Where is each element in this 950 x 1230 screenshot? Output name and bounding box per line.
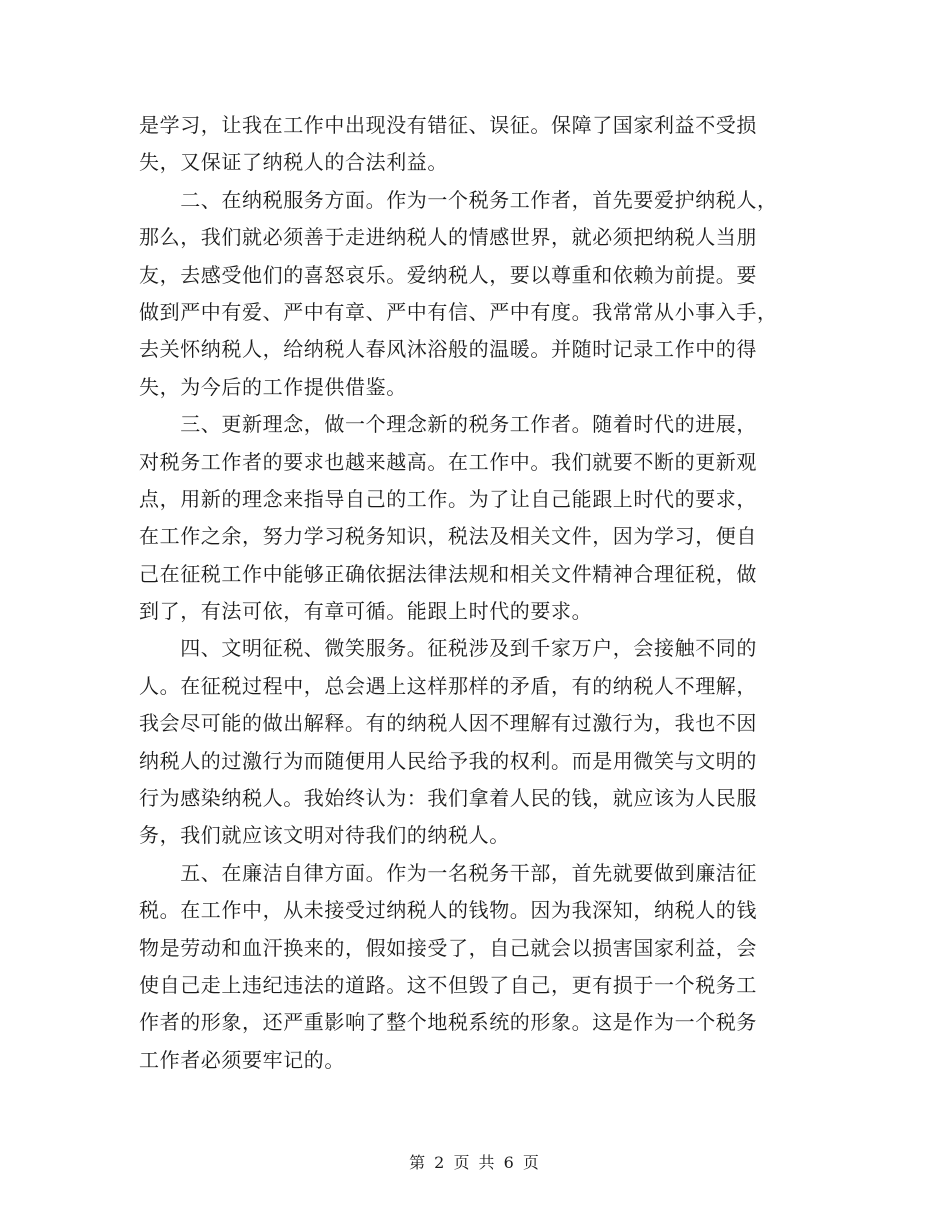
text-line: 失，为今后的工作提供借鉴。 bbox=[139, 374, 407, 399]
text-line: 在工作之余，努力学习税务知识，税法及相关文件，因为学习，便自 bbox=[139, 524, 757, 549]
text-line: 物是劳动和血汗换来的，假如接受了，自己就会以损害国家利益，会 bbox=[139, 935, 757, 960]
text-line: 使自己走上违纪违法的道路。这不但毁了自己，更有损于一个税务工 bbox=[139, 972, 757, 997]
text-line: 友，去感受他们的喜怒哀乐。爱纳税人，要以尊重和依赖为前提。要 bbox=[139, 262, 757, 287]
text-line: 对税务工作者的要求也越来越高。在工作中。我们就要不断的更新观 bbox=[139, 449, 757, 474]
text-line: 到了，有法可依，有章可循。能跟上时代的要求。 bbox=[139, 599, 593, 624]
page-number-footer: 第 2 页 共 6 页 bbox=[409, 1153, 541, 1172]
text-line: 行为感染纳税人。我始终认为：我们拿着人民的钱，就应该为人民服 bbox=[139, 786, 757, 811]
text-line: 税。在工作中，从未接受过纳税人的钱物。因为我深知，纳税人的钱 bbox=[139, 898, 757, 923]
text-line: 务，我们就应该文明对待我们的纳税人。 bbox=[139, 823, 510, 848]
text-line: 点，用新的理念来指导自己的工作。为了让自己能跟上时代的要求， bbox=[139, 486, 757, 511]
text-line: 纳税人的过激行为而随便用人民给予我的权利。而是用微笑与文明的 bbox=[139, 748, 757, 773]
text-line: 去关怀纳税人，给纳税人春风沐浴般的温暖。并随时记录工作中的得 bbox=[139, 337, 757, 362]
text-line: 作者的形象，还严重影响了整个地税系统的形象。这是作为一个税务 bbox=[139, 1010, 757, 1035]
document-body bbox=[139, 107, 819, 1079]
text-line: 四、文明征税、微笑服务。征税涉及到千家万户，会接触不同的 bbox=[139, 636, 757, 661]
text-line: 三、更新理念，做一个理念新的税务工作者。随着时代的进展， bbox=[139, 412, 757, 437]
text-line: 我会尽可能的做出解释。有的纳税人因不理解有过激行为，我也不因 bbox=[139, 711, 757, 736]
text-line: 二、在纳税服务方面。作为一个税务工作者，首先要爱护纳税人， bbox=[139, 187, 778, 212]
text-line: 失，又保证了纳税人的合法利益。 bbox=[139, 150, 448, 175]
text-line: 那么，我们就必须善于走进纳税人的情感世界，就必须把纳税人当朋 bbox=[139, 225, 757, 250]
text-line: 做到严中有爱、严中有章、严中有信、严中有度。我常常从小事入手， bbox=[139, 299, 778, 324]
text-line: 人。在征税过程中，总会遇上这样那样的矛盾，有的纳税人不理解， bbox=[139, 673, 757, 698]
text-line: 五、在廉洁自律方面。作为一名税务干部，首先就要做到廉洁征 bbox=[139, 860, 757, 885]
text-line: 己在征税工作中能够正确依据法律法规和相关文件精神合理征税，做 bbox=[139, 561, 757, 586]
text-line: 工作者必须要牢记的。 bbox=[139, 1047, 345, 1072]
text-line: 是学习，让我在工作中出现没有错征、误征。保障了国家利益不受损 bbox=[139, 113, 757, 137]
